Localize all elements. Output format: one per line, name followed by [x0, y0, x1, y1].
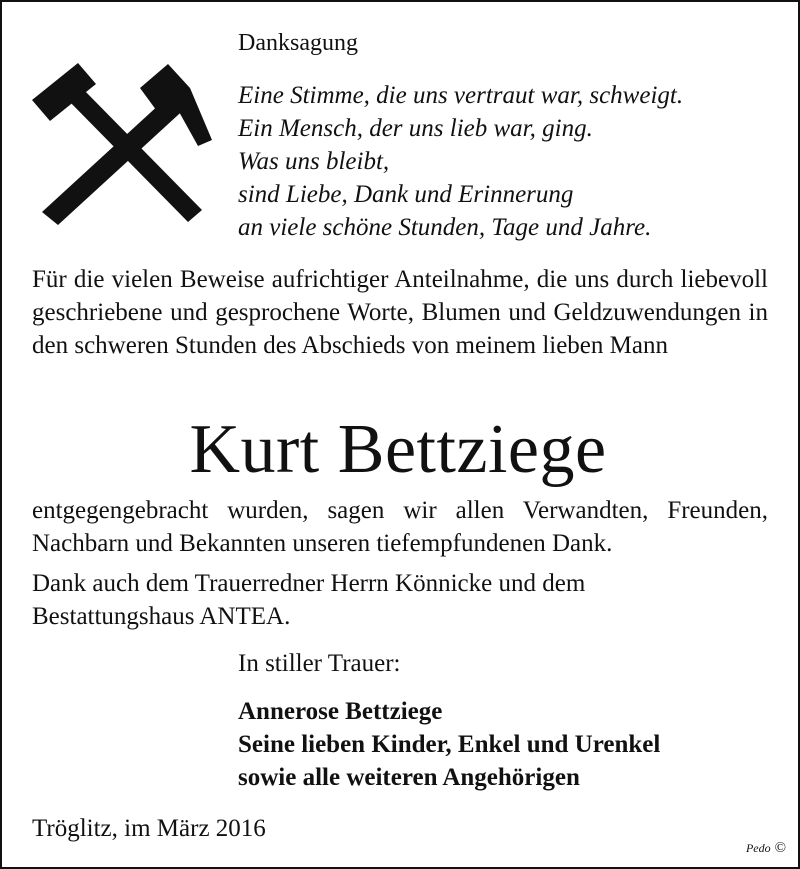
additional-thanks-line: Dank auch dem Trauerredner Herrn Könnicke und dem [32, 570, 586, 597]
thanks-paragraph: Für die vielen Beweise aufrichtiger Anteilnahme, die uns durch liebevoll geschriebene und gesprochene Worte, Blumen und Geldzuwendungen in den schweren Stunden des Abschieds von meinem lieben Mann [32, 266, 768, 359]
poem-line: an viele schöne Stunden, Tage und Jahre. [238, 214, 652, 241]
additional-thanks [32, 567, 768, 633]
poem-line: Was uns bleibt, [238, 148, 390, 175]
mourning-line: In stiller Trauer: [238, 650, 401, 677]
heading: Danksagung [238, 30, 358, 56]
poem-line: Ein Mensch, der uns lieb war, ging. [238, 115, 593, 142]
credit-signature: Pedo [745, 841, 771, 855]
thanks-paragraph-continued: entgegengebracht wurden, sagen wir allen Verwandten, Freunden, Nachbarn und Bekannten unseren tiefempfundenen Dank. [32, 497, 768, 557]
copyright-icon: © [774, 840, 786, 856]
place-and-date: Tröglitz, im März 2016 [32, 815, 266, 842]
poem-line: sind Liebe, Dank und Erinnerung [238, 181, 574, 208]
additional-thanks-line: Bestattungshaus ANTEA. [32, 603, 291, 630]
signer: Seine lieben Kinder, Enkel und Urenkel [238, 731, 661, 758]
deceased-name: Kurt Bettziege [189, 411, 607, 488]
hammer-and-pick-icon [30, 60, 215, 230]
credit [746, 840, 786, 857]
signer: Annerose Bettziege [238, 698, 443, 725]
poem-line: Eine Stimme, die uns vertraut war, schweigt. [238, 82, 684, 109]
poem [238, 79, 683, 244]
signers [238, 695, 660, 794]
signer: sowie alle weiteren Angehörigen [238, 764, 580, 791]
